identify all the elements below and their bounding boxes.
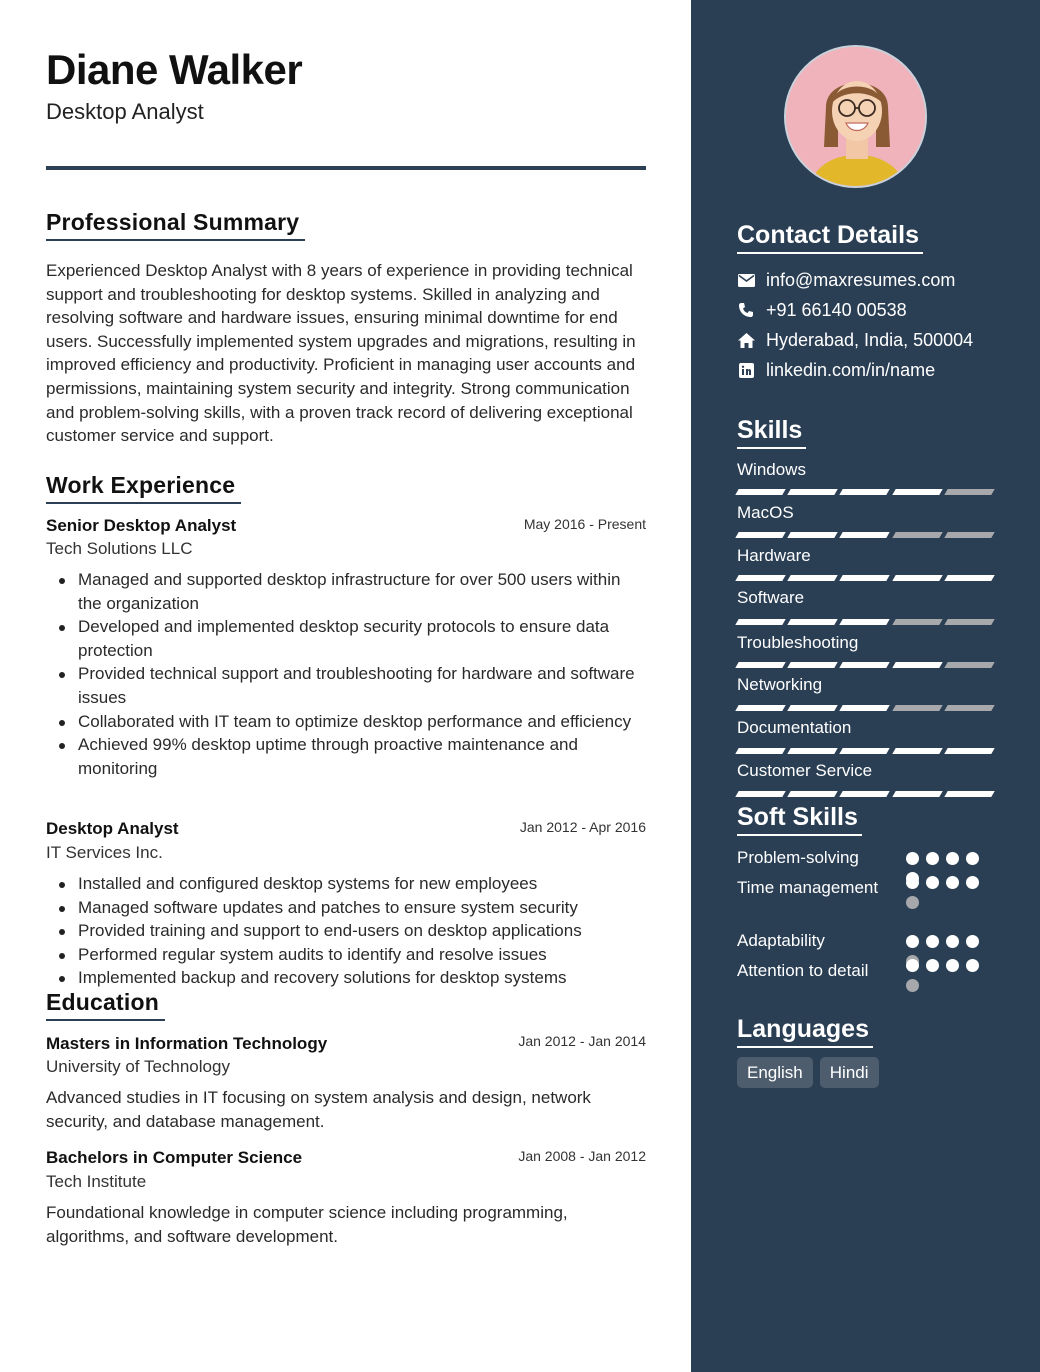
skill-name: Windows	[737, 460, 806, 479]
education-description: Foundational knowledge in computer science including programming, algorithms, and software development.	[46, 1203, 568, 1246]
rating-dot-filled	[926, 876, 939, 889]
rating-dot-empty	[906, 896, 919, 909]
rating-dot-filled	[966, 959, 979, 972]
skill-segment-filled	[735, 791, 786, 797]
soft-skill-rating	[906, 876, 986, 909]
skill-level-bar	[737, 791, 993, 797]
skill-segment-filled	[892, 791, 943, 797]
job-bullet: Managed and supported desktop infrastructure for over 500 users within the organization	[46, 568, 646, 615]
skill-segment-filled	[944, 748, 995, 754]
company-name: Tech Solutions LLC	[46, 539, 193, 558]
job-bullet: Implemented backup and recovery solutions for desktop systems	[46, 966, 646, 990]
phone-icon	[737, 301, 755, 319]
skill-segment-filled	[944, 791, 995, 797]
skill-segment-filled	[892, 748, 943, 754]
skill-segment-empty	[892, 619, 943, 625]
skill-level-bar	[737, 748, 993, 754]
skill-segment-filled	[892, 575, 943, 581]
skill-segment-filled	[787, 619, 838, 625]
rating-dot-filled	[946, 852, 959, 865]
education-dates: Jan 2012 - Jan 2014	[518, 1033, 646, 1049]
rating-dot-filled	[906, 959, 919, 972]
rating-dot-filled	[946, 959, 959, 972]
job-bullet: Provided training and support to end-users on desktop applications	[46, 919, 646, 943]
rating-dot-filled	[906, 935, 919, 948]
skill-segment-filled	[840, 705, 891, 711]
job-role: Desktop Analyst	[46, 819, 179, 838]
skill-name: Documentation	[737, 718, 852, 737]
skill-level-bar	[737, 489, 993, 495]
rating-dot-filled	[966, 935, 979, 948]
skill-segment-filled	[840, 619, 891, 625]
rating-dot-filled	[906, 852, 919, 865]
skill-level-bar	[737, 575, 993, 581]
candidate-title: Desktop Analyst	[46, 99, 204, 124]
contact-address-text: Hyderabad, India, 500004	[766, 329, 974, 350]
header-divider	[46, 166, 646, 170]
rating-dot-filled	[926, 959, 939, 972]
education-heading: Education	[46, 987, 165, 1021]
languages-list	[737, 1057, 879, 1088]
soft-skill-name: Adaptability	[737, 931, 825, 950]
contact-linkedin[interactable]	[737, 358, 935, 382]
school-name: University of Technology	[46, 1057, 230, 1076]
skill-segment-filled	[840, 489, 891, 495]
contact-phone-text: +91 66140 00538	[766, 299, 907, 320]
profile-photo	[784, 45, 927, 188]
contact-phone[interactable]	[737, 298, 907, 322]
job-bullet: Collaborated with IT team to optimize desktop performance and efficiency	[46, 710, 646, 734]
skill-segment-empty	[944, 619, 995, 625]
job-dates: Jan 2012 - Apr 2016	[519, 819, 646, 835]
soft-skill-rating	[906, 959, 986, 992]
skill-segment-filled	[787, 748, 838, 754]
skill-segment-empty	[944, 489, 995, 495]
contact-heading: Contact Details	[737, 219, 923, 254]
linkedin-icon	[737, 361, 755, 379]
skill-segment-filled	[787, 489, 838, 495]
skill-segment-filled	[840, 662, 891, 668]
skill-level-bar	[737, 532, 993, 538]
skill-segment-filled	[787, 791, 838, 797]
job-bullet-list	[46, 568, 646, 780]
home-icon	[737, 331, 755, 349]
job-bullet: Managed software updates and patches to ensure system security	[46, 896, 646, 920]
job-dates: May 2016 - Present	[523, 516, 646, 532]
degree-name: Bachelors in Computer Science	[46, 1148, 303, 1167]
job-bullet: Installed and configured desktop systems for new employees	[46, 872, 646, 896]
skill-name: MacOS	[737, 503, 794, 522]
rating-dot-filled	[966, 876, 979, 889]
summary-heading: Professional Summary	[46, 207, 305, 241]
envelope-icon	[737, 271, 755, 289]
job-bullet-list	[46, 872, 646, 990]
profile-photo-illustration	[786, 47, 927, 188]
language-chip: English	[737, 1057, 813, 1088]
soft-skill-name: Problem-solving	[737, 848, 859, 867]
skill-segment-empty	[944, 705, 995, 711]
candidate-name: Diane Walker	[46, 46, 303, 93]
skill-name: Software	[737, 588, 805, 607]
rating-dot-filled	[906, 876, 919, 889]
skill-segment-empty	[944, 662, 995, 668]
skill-name: Hardware	[737, 546, 811, 565]
skill-segment-filled	[787, 705, 838, 711]
education-dates: Jan 2008 - Jan 2012	[518, 1148, 646, 1164]
skills-heading: Skills	[737, 414, 806, 449]
skill-segment-filled	[735, 619, 786, 625]
contact-linkedin-text: linkedin.com/in/name	[766, 359, 936, 380]
education-description: Advanced studies in IT focusing on system analysis and design, network security, and database management.	[46, 1088, 591, 1131]
rating-dot-filled	[926, 852, 939, 865]
language-chip: Hindi	[820, 1057, 879, 1088]
skill-segment-filled	[892, 662, 943, 668]
skill-segment-empty	[892, 532, 943, 538]
skill-segment-filled	[944, 575, 995, 581]
skill-segment-filled	[735, 532, 786, 538]
rating-dot-filled	[926, 935, 939, 948]
contact-email[interactable]	[737, 268, 955, 292]
skill-segment-empty	[944, 532, 995, 538]
skill-name: Customer Service	[737, 761, 873, 780]
soft-skill-name: Attention to detail	[737, 961, 869, 980]
skill-level-bar	[737, 705, 993, 711]
skill-level-bar	[737, 662, 993, 668]
rating-dot-filled	[946, 876, 959, 889]
rating-dot-filled	[946, 935, 959, 948]
job-role: Senior Desktop Analyst	[46, 516, 237, 535]
job-bullet: Performed regular system audits to identify and resolve issues	[46, 943, 646, 967]
skill-segment-filled	[735, 705, 786, 711]
summary-text: Experienced Desktop Analyst with 8 years of experience in providing technical support and troubleshooting for desktop systems. Skilled in analyzing and resolving software and hardware issues, ensuring minimal downtime for end users. Successfully implemented system upgrades and migrations, resulting in improved efficiency and productivity. Proficient in managing user accounts and permissions, maintaining system security and integrity. Strong communication and problem-solving skills, with a proven track record of delivering exceptional customer service and support.	[46, 261, 636, 446]
skill-segment-filled	[735, 662, 786, 668]
degree-name: Masters in Information Technology	[46, 1034, 328, 1053]
skill-segment-filled	[840, 791, 891, 797]
skill-segment-filled	[787, 532, 838, 538]
job-bullet: Provided technical support and troubleshooting for hardware and software issues	[46, 662, 646, 709]
contact-email-text: info@maxresumes.com	[766, 269, 956, 290]
skill-segment-filled	[735, 489, 786, 495]
skill-segment-filled	[787, 575, 838, 581]
skill-segment-filled	[735, 575, 786, 581]
contact-address	[737, 328, 973, 352]
skill-segment-filled	[787, 662, 838, 668]
experience-heading: Work Experience	[46, 470, 241, 504]
skill-level-bar	[737, 619, 993, 625]
job-bullet: Developed and implemented desktop security protocols to ensure data protection	[46, 615, 646, 662]
skill-segment-filled	[892, 489, 943, 495]
job-bullet: Achieved 99% desktop uptime through proactive maintenance and monitoring	[46, 733, 646, 780]
skill-segment-filled	[840, 532, 891, 538]
skill-name: Troubleshooting	[737, 633, 859, 652]
soft-skills-heading: Soft Skills	[737, 801, 862, 836]
rating-dot-empty	[906, 979, 919, 992]
skill-segment-filled	[840, 575, 891, 581]
skill-segment-filled	[840, 748, 891, 754]
skill-segment-empty	[892, 705, 943, 711]
school-name: Tech Institute	[46, 1172, 147, 1191]
rating-dot-filled	[966, 852, 979, 865]
skill-name: Networking	[737, 675, 823, 694]
soft-skill-name: Time management	[737, 878, 879, 897]
languages-heading: Languages	[737, 1013, 873, 1048]
company-name: IT Services Inc.	[46, 843, 163, 862]
skill-segment-filled	[735, 748, 786, 754]
sidebar	[691, 0, 1040, 1372]
